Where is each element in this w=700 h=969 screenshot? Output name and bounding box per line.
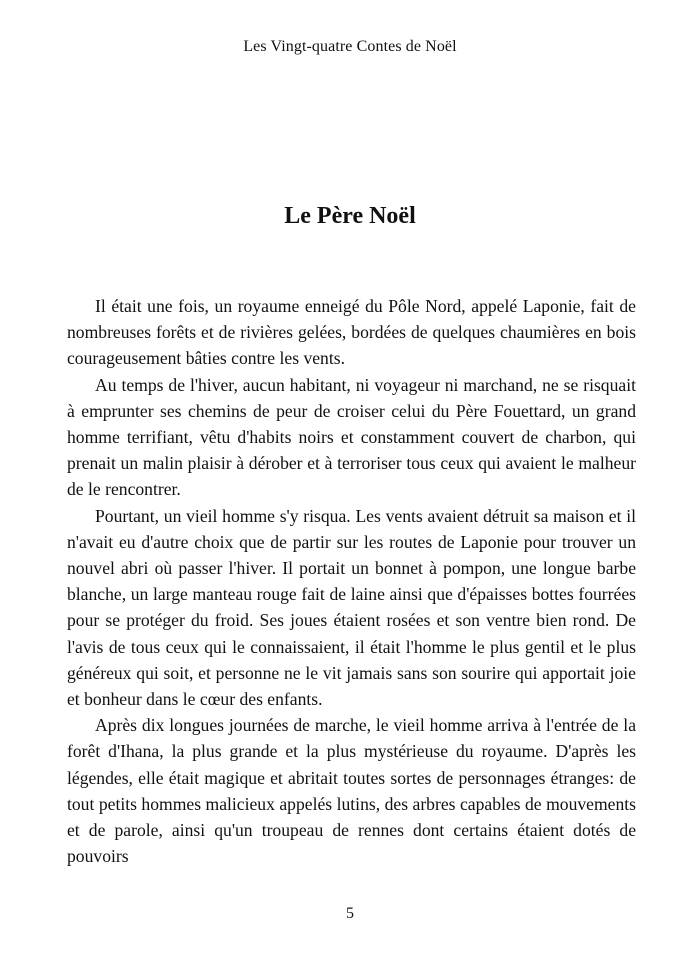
running-header: Les Vingt-quatre Contes de Noël	[243, 38, 457, 55]
paragraph: Pourtant, un vieil homme s'y risqua. Les vents avaient détruit sa maison et il n'avait eu d'autre choix que de partir sur les routes de Laponie pour trouver un nouvel abri où passer l'hiver. Il portait un bonnet à pompon, une longue barbe blanche, un large manteau rouge fait de laine ainsi que d'épaisses bottes fourrées pour se protéger du froid. Ses joues étaient rosées et son ventre bien rond. De l'avis de tous ceux qui le connaissaient, il était l'homme le plus gentil et le plus généreux qui soit, et personne ne le vit jamais sans son sourire qui apportait joie et bonheur dans le cœur des enfants.	[67, 505, 636, 710]
paragraph: Il était une fois, un royaume enneigé du Pôle Nord, appelé Laponie, fait de nombreuses forêts et de rivières gelées, bordées de quelques chaumières en bois courageusement bâties contre les vents.	[67, 296, 636, 369]
chapter-title: Le Père Noël	[284, 203, 416, 229]
page-number: 5	[346, 905, 354, 922]
paragraph: Après dix longues journées de marche, le vieil homme arriva à l'entrée de la forêt d'Ihana, la plus grande et la plus mystérieuse du royaume. D'après les légendes, elle était magique et abritait toutes sortes de personnages étranges: de tout petits hommes malicieux appelés lutins, des arbres capables de mouvements et de parole, ainsi qu'un troupeau de rennes dont certains étaient dotés de pouvoirs	[67, 715, 636, 867]
paragraph: Au temps de l'hiver, aucun habitant, ni voyageur ni marchand, ne se risquait à emprunter ses chemins de peur de croiser celui du Père Fouettard, un grand homme terrifiant, vêtu d'habits noirs et constamment couvert de charbon, qui prenait un malin plaisir à dérober et à terroriser tous ceux qui avaient le malheur de le rencontrer.	[67, 374, 636, 500]
body-text	[67, 293, 636, 869]
